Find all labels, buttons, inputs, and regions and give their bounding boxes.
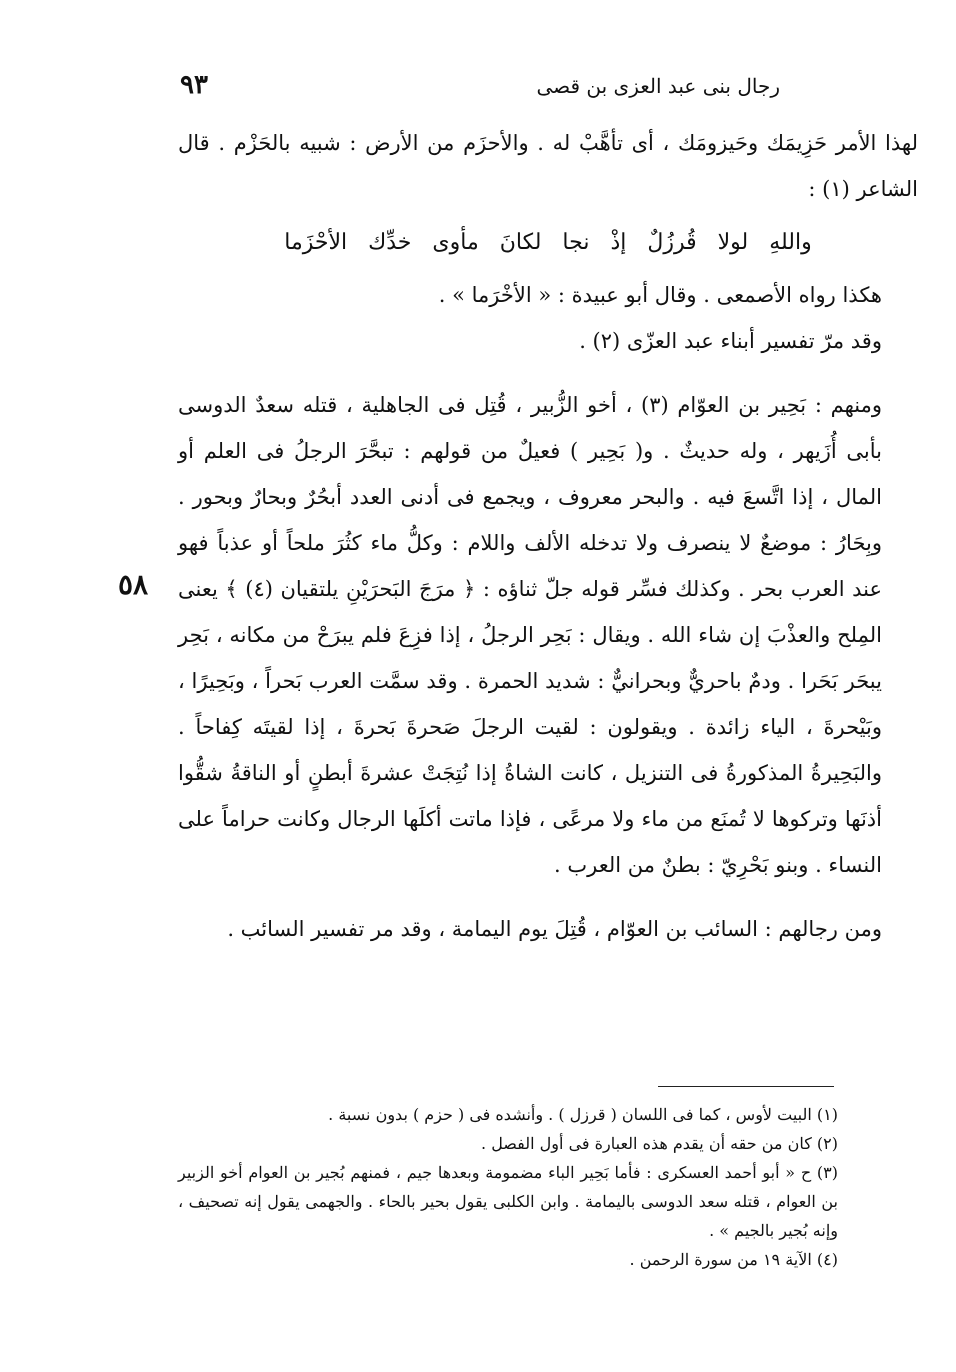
footnotes: [178, 1100, 878, 1274]
footnote-divider: [658, 1086, 834, 1087]
footnote-2: (٢) كان من حقه أن يقدم هذه العبارة فى أول الفصل .: [481, 1134, 838, 1153]
page-number: ٩٣: [180, 70, 208, 100]
margin-page-marker: ٥٨: [118, 568, 149, 601]
paragraph-saib: ومن رجالهم : السائب بن العوّام ، قُتِلَ يوم اليمامة ، وقد مر تفسير السائب .: [227, 917, 882, 941]
page-header: [180, 70, 780, 110]
footnote-4: (٤) الآية ١٩ من سورة الرحمن .: [629, 1250, 838, 1269]
main-text: [178, 120, 918, 952]
paragraph-2: هكذا رواه الأصمعى . وقال أبو عبيدة : « الأخْرَما » .: [438, 283, 882, 307]
poetry-verse: واللهِ لولا قُرزُلٌ إذْ نجا لكانَ مأوى خدِّك الأحْزَما: [284, 230, 812, 255]
footnote-1: (١) البيت لأوس ، كما فى اللسان ( قرزل ) . وأنشده فى ( حزم ) بدون نسبة .: [328, 1105, 838, 1124]
running-title: رجال بنى عبد العزى بن قصى: [536, 74, 780, 98]
paragraph-1: لهذا الأمر حَزِيمَك وحَيزومَك ، أى تأهَّبْ له . والأحزَم من الأرض : شبيه بالحَزْم . قال الشاعر (١) :: [178, 131, 918, 201]
paragraph-3: وقد مرّ تفسير أبناء عبد العزّى (٢) .: [579, 329, 882, 353]
footnote-3: (٣) ح « أبو أحمد العسكرى : فأما بَحِير الباء مضمومة وبعدها جيم ، فمنهم بُجير بن العوام أخو الزبير بن العوام ، قتله سعد الدوسى باليمامة . وابن الكلبى يقول بحير بالحاء . والجهمى يقول إنه تصحيف ، وإنه بُجير بالجيم » .: [178, 1163, 838, 1240]
paragraph-bahir: ومنهم : بَحِير بن العوّام (٣) ، أخو الزُّبير ، قُتِل فى الجاهلية ، قتله سعدٌ الدوسى بأبى أُزَيهر ، وله حديثٌ . و( بَحِير ) فعيلٌ من قولهم : تبحَّرَ الرجلُ فى العلم أو المال ، إذا اتَّسعَ فيه . والبحر معروف ، ويجمع فى أدنى العدد أبحُرٌ وبحارٌ وبحور . وبِحَارُ : موضعٌ لا ينصرف ولا تدخله الألف واللام : وكلُّ ماء كثُرَ ملحاً أو عذباً فهو عند العرب بحر . وكذلك فسِّر قوله جلّ ثناؤه : ﴿ مرَجَ البَحرَيْنِ يلتقيان (٤) ﴾ يعنى المِلح والعذْبَ إن شاء الله . ويقال : بَحِر الرجلُ ، إذا فزِعَ فلم يبرَحْ من مكانه ، بَحِر يبحَر بَحَرا . ودمٌ باحريٌّ وبحرانيٌّ : شديد الحمرة . وقد سمَّت العرب بَحراً ، وبَحِيرًا ، وبَيْحرةَ ، الياء زائدة . ويقولون : لقيت الرجلَ صَحرةَ بَحرةَ ، إذا لقيتَه كِفاحاً . والبَحِيرةُ المذكورةُ فى التنزيل ، كانت الشاةُ إذا نُتِجَتْ عشرةَ أبطنٍ أو الناقةُ شقُّوا أذنَها وتركوها لا تُمنَع من ماء ولا مرعًى ، فإذا ماتت أكلَها الرجال وكانت حراماً على النساء . وبنو بَحْرِيّ : بطنٌ من العرب .: [178, 393, 883, 877]
